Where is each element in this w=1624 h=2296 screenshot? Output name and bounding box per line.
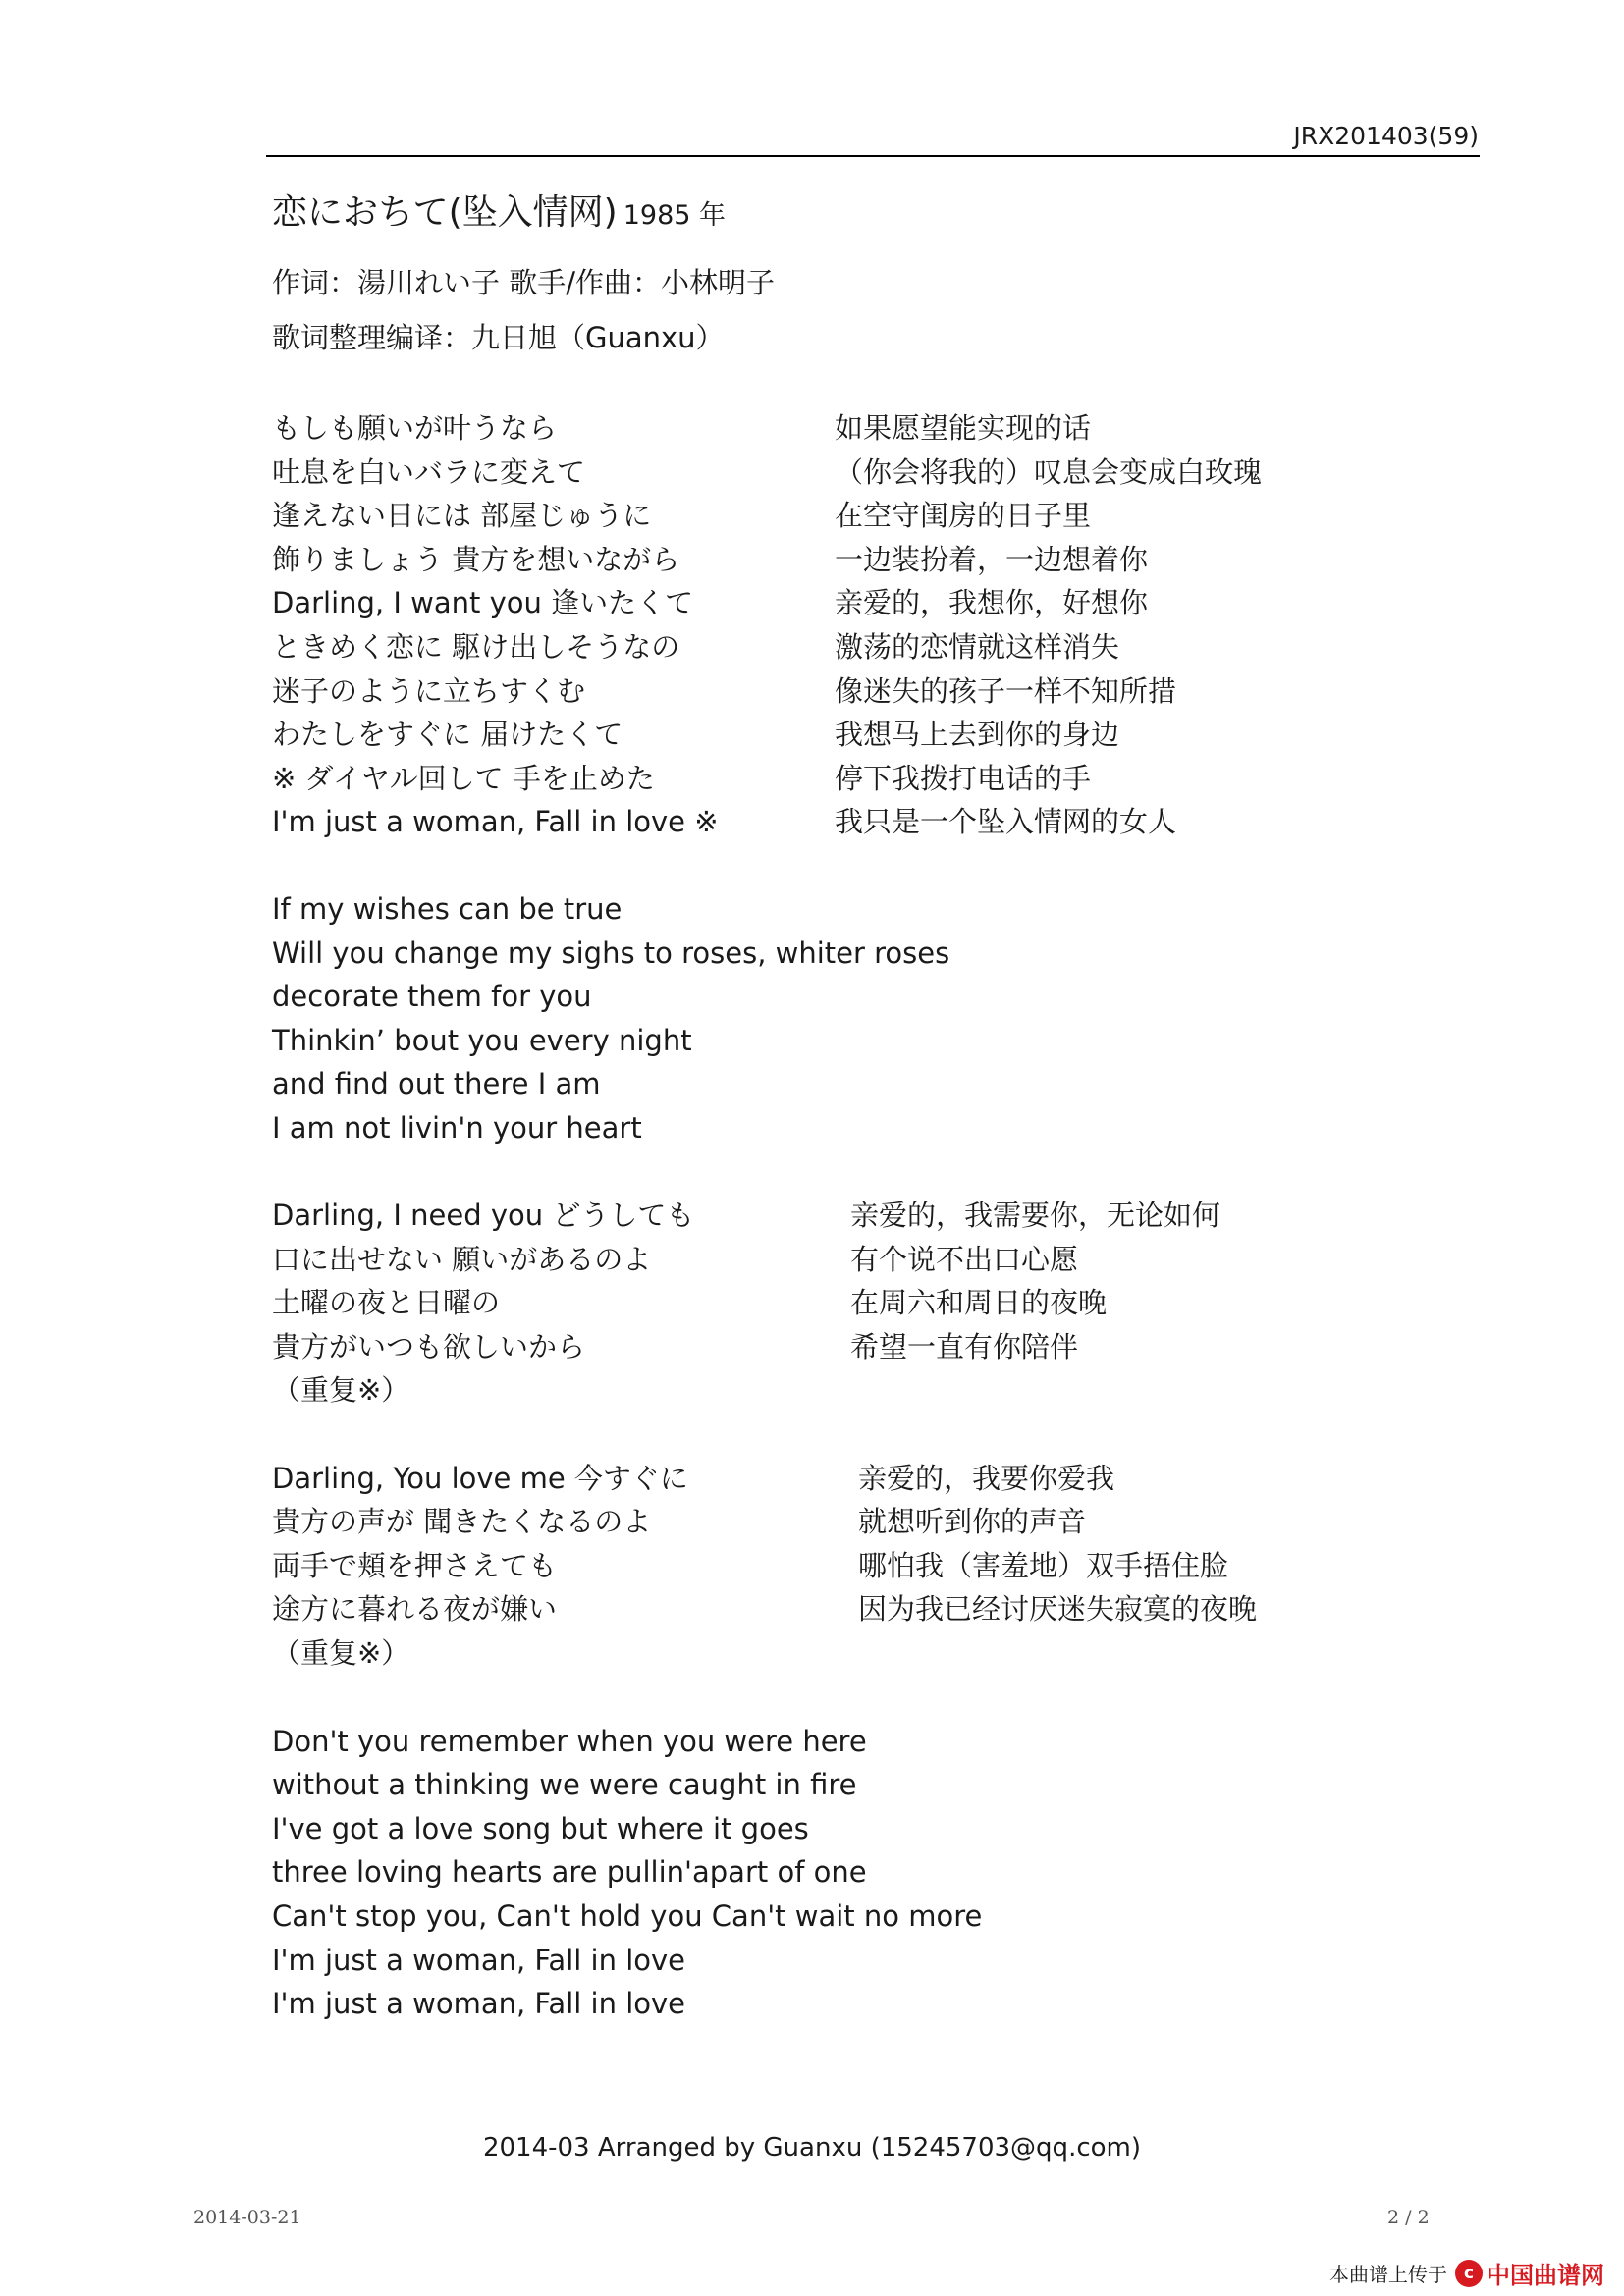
english1-line: Will you change my sighs to roses, whiter roses [272,936,950,970]
verse1-jp-line: Darling, I want you 逢いたくて [272,586,694,619]
verse3-zh-line: 哪怕我（害羞地）双手捂住脸 [858,1549,1229,1582]
verse1-zh-line: 如果愿望能实现的话 [835,411,1092,445]
verse1-jp-line: わたしをすぐに 届けたくて [272,718,623,751]
verse1-zh-line: 我只是一个坠入情网的女人 [835,805,1177,838]
verse3-zh-line: 亲爱的，我要你爱我 [858,1462,1115,1495]
verse2-repeat-marker: （重复※） [272,1373,410,1407]
verse3-zh-line: 因为我已经讨厌迷失寂寞的夜晚 [858,1592,1258,1626]
verse2-zh-line: 亲爱的，我需要你，无论如何 [850,1199,1221,1232]
site-logo-text: 中国曲谱网 [1487,2262,1604,2289]
verse3-jp-line: 貴方の声が 聞きたくなるのよ [272,1505,652,1538]
english2-line: Don't you remember when you were here [272,1725,867,1758]
verse2-jp-line: 貴方がいつも欲しいから [272,1330,586,1363]
header-divider [266,155,1480,157]
verse2-jp-line: 土曜の夜と日曜の [272,1286,501,1319]
verse2-zh-line: 希望一直有你陪伴 [850,1330,1079,1363]
verse1-zh-line: 激荡的恋情就这样消失 [835,630,1120,664]
upload-text: 本曲谱上传于 [1329,2263,1447,2286]
verse1-jp-line: 逢えない日には 部屋じゅうに [272,499,652,532]
english1-line: If my wishes can be true [272,892,623,926]
verse1-jp-line: I'm just a woman, Fall in love ※ [272,805,719,838]
verse3-jp-line: 両手で頬を押さえても [272,1549,558,1582]
verse1-zh-line: 像迷失的孩子一样不知所措 [835,674,1177,708]
english2-line: I'm just a woman, Fall in love [272,1987,685,2020]
credits-line-2: 歌词整理编译：九日旭（Guanxu） [272,321,725,354]
verse1-zh-line: 我想马上去到你的身边 [835,718,1120,751]
verse2-zh-line: 在周六和周日的夜晚 [850,1286,1108,1319]
verse3-jp-line: Darling, You love me 今すぐに [272,1462,688,1495]
english2-line: Can't stop you, Can't hold you Can't wait no more [272,1899,983,1933]
verse1-jp-line: もしも願いが叶うなら [272,411,558,445]
verse2-zh-line: 有个说不出口心愿 [850,1243,1079,1276]
english2-line: I've got a love song but where it goes [272,1812,809,1845]
verse1-zh-line: （你会将我的）叹息会变成白玫瑰 [835,455,1263,489]
verse1-jp-line: ときめく恋に 駆け出しそうなの [272,630,680,664]
verse1-zh-line: 在空守闺房的日子里 [835,499,1092,532]
english2-line: I'm just a woman, Fall in love [272,1944,685,1977]
verse2-jp-line: Darling, I need you どうしても [272,1199,695,1232]
english1-line: and find out there I am [272,1067,601,1100]
english1-line: I am not livin'n your heart [272,1111,642,1145]
english2-line: three loving hearts are pullin'apart of one [272,1855,867,1889]
english1-line: decorate them for you [272,980,592,1013]
site-logo-icon: c [1455,2260,1483,2287]
document-id: JRX201403(59) [1293,122,1479,150]
credits-line-1: 作词：湯川れい子 歌手/作曲：小林明子 [272,266,775,299]
verse1-jp-line: 吐息を白いバラに変えて [272,455,586,489]
verse3-repeat-marker: （重复※） [272,1636,410,1670]
song-year: 1985 年 [623,200,727,231]
arranger-credit: 2014-03 Arranged by Guanxu (15245703@qq.com) [482,2133,1142,2163]
verse1-zh-line: 停下我拨打电话的手 [835,762,1092,795]
print-date: 2014-03-21 [193,2207,301,2228]
verse3-zh-line: 就想听到你的声音 [858,1505,1087,1538]
verse3-jp-line: 途方に暮れる夜が嫌い [272,1592,558,1626]
verse1-jp-line: 飾りましょう 貴方を想いながら [272,543,680,576]
upload-watermark [1329,2256,1604,2290]
page-number: 2 / 2 [1387,2207,1430,2228]
verse1-jp-line: ※ ダイヤル回して 手を止めた [272,762,655,795]
song-title [272,185,726,235]
verse1-jp-line: 迷子のように立ちすくむ [272,674,586,708]
song-title-text: 恋におちて(坠入情网) [272,192,618,233]
verse2-jp-line: 口に出せない 願いがあるのよ [272,1243,652,1276]
english1-line: Thinkin’ bout you every night [272,1024,692,1057]
english2-line: without a thinking we were caught in fire [272,1768,857,1801]
verse1-zh-line: 一边装扮着，一边想着你 [835,543,1149,576]
verse1-zh-line: 亲爱的，我想你，好想你 [835,586,1149,619]
